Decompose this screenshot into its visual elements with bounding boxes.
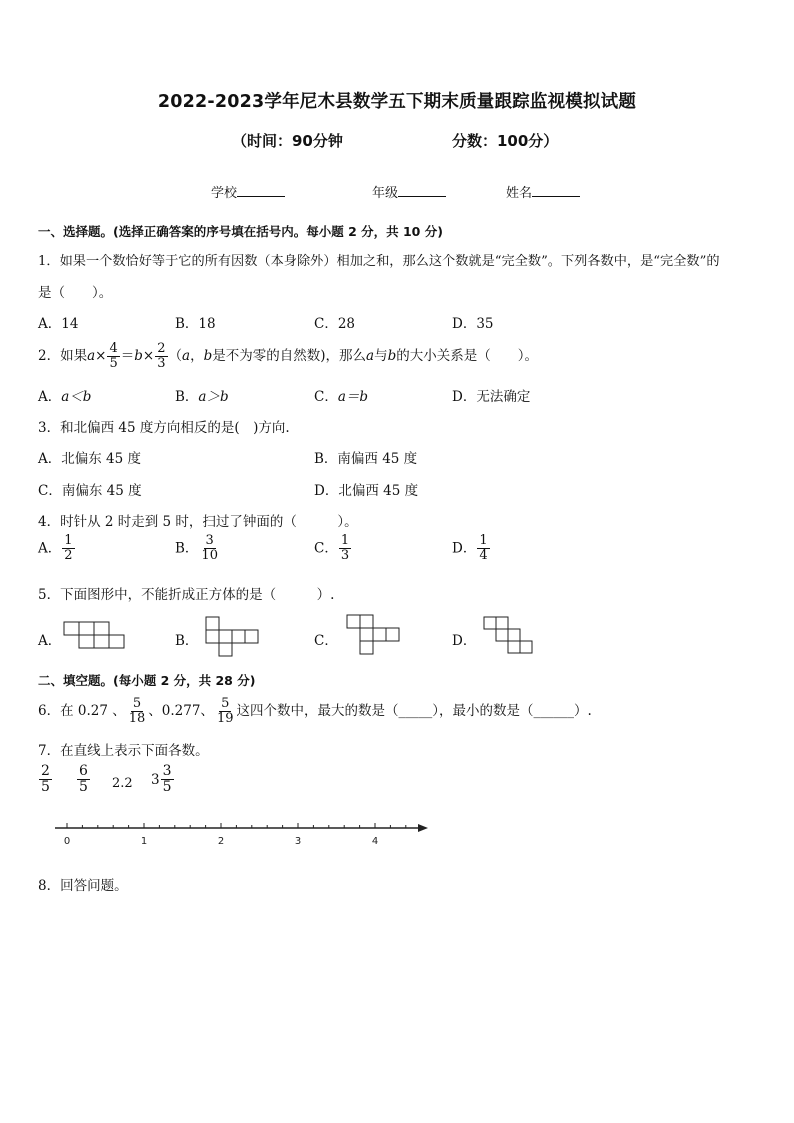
q2-option-c-expr: a＝b: [337, 389, 369, 405]
q2-var-b: b: [134, 348, 143, 364]
section2-heading: 二、填空题。(每小题 2 分，共 28 分): [38, 673, 256, 688]
q2-frac2-num: 2: [157, 340, 166, 356]
q6-frac2-den: 19: [216, 711, 234, 726]
q4-b-den: 10: [201, 548, 218, 564]
q2-var-a: a: [87, 348, 96, 364]
q8-stem: 8．回答问题。: [38, 878, 128, 894]
q2-option-c-label: C．: [314, 389, 338, 405]
q7-n4-whole: 3: [151, 771, 160, 788]
q1-line2: 是（ ）。: [38, 285, 113, 301]
q2-and: 与: [374, 348, 388, 364]
q4-b-num: 3: [205, 533, 214, 548]
q2-eq: ＝: [120, 348, 135, 364]
number-line-label: 4: [371, 836, 379, 847]
q3-stem: 3．和北偏西 45 度方向相反的是( )方向.: [38, 420, 290, 436]
name-label: 姓名: [506, 186, 533, 201]
q1-option-a[interactable]: A．14: [38, 316, 79, 332]
q3-option-d[interactable]: D．北偏西 45 度: [314, 483, 419, 499]
section1-heading: 一、选择题。(选择正确答案的序号填在括号内。每小题 2 分，共 10 分): [38, 224, 443, 239]
q2-frac1-den: 5: [109, 356, 118, 371]
q1-option-b[interactable]: B．18: [175, 316, 216, 332]
q3-option-b[interactable]: B．南偏西 45 度: [314, 451, 418, 467]
q4-d-num: 1: [479, 533, 488, 548]
q6-frac1-den: 18: [128, 711, 146, 726]
q4-a-den: 2: [64, 548, 73, 564]
q7-stem: 7．在直线上表示下面各数。: [38, 743, 209, 759]
q6-frac2-num: 5: [221, 695, 230, 711]
q4-stem: 4．时针从 2 时走到 5 时，扫过了钟面的（ ）。: [38, 514, 358, 530]
q7-n1-den: 5: [41, 779, 50, 796]
q4-c-num: 1: [340, 533, 350, 548]
q2-option-a-expr: a＜b: [61, 389, 92, 405]
q2-var-a2: a: [182, 348, 191, 364]
q3-option-c[interactable]: C．南偏东 45 度: [38, 483, 142, 499]
q2-times2: ×: [142, 348, 155, 364]
q7-n2-num: 6: [79, 763, 88, 779]
number-line-label: 3: [294, 836, 302, 847]
q5-option-b-label[interactable]: B．: [175, 633, 199, 649]
q2-comma: ，: [190, 348, 204, 364]
q4-option-c-label: C．: [314, 540, 338, 557]
q2-times: ×: [95, 348, 107, 364]
q1-option-d[interactable]: D．35: [452, 316, 494, 332]
q7-n1-num: 2: [41, 763, 50, 779]
q5-stem: 5．下面图形中，不能折成正方体的是（ ）.: [38, 587, 335, 603]
page-title: 2022-2023学年尼木县数学五下期末质量跟踪监视模拟试题: [157, 92, 637, 112]
q4-c-den: 3: [340, 548, 350, 564]
number-line-label: 2: [217, 836, 225, 847]
q7-n4-den: 5: [162, 779, 172, 796]
q6-mid: 、0.277、: [148, 703, 214, 719]
number-line-label: 0: [63, 836, 71, 847]
grade-label: 年级: [372, 186, 399, 201]
q5-option-d-label[interactable]: D．: [452, 633, 477, 649]
q2-frac2-den: 3: [157, 356, 166, 371]
q7-n4-num: 3: [162, 763, 172, 779]
q2-prefix: 2．如果: [38, 348, 88, 364]
q4-option-a-label: A．: [38, 540, 62, 557]
q2-var-b3: b: [387, 348, 397, 364]
q2-option-b-label: B．: [175, 389, 199, 405]
q2-option-d[interactable]: D．无法确定: [452, 389, 531, 405]
q6-prefix: 6．在 0.27 、: [38, 703, 126, 719]
q6-frac1-num: 5: [132, 695, 142, 711]
q7-n2-den: 5: [79, 779, 88, 796]
q7-number-3: 2.2: [112, 776, 133, 791]
score-label: 分数：100分）: [452, 132, 559, 150]
q1-option-c[interactable]: C．28: [314, 316, 356, 332]
q2-option-b-expr: a＞b: [198, 389, 229, 405]
number-line-label: 1: [140, 836, 148, 847]
q2-suffix2: 的大小关系是（ ）。: [396, 348, 538, 364]
q4-d-den: 4: [479, 548, 488, 564]
q3-option-a[interactable]: A．北偏东 45 度: [38, 451, 142, 467]
number-line-arrow: [418, 824, 428, 832]
q2-paren: （: [168, 348, 182, 364]
q5-option-c-label[interactable]: C．: [314, 633, 338, 649]
q5-option-a-label[interactable]: A．: [38, 633, 62, 649]
q2-var-a3: a: [366, 348, 375, 364]
q6-suffix[interactable]: 这四个数中，最大的数是（_____），最小的数是（______）.: [236, 703, 592, 719]
time-label: （时间：90分钟: [232, 132, 343, 150]
q2-frac1-num: 4: [109, 340, 118, 356]
q4-a-num: 1: [64, 533, 73, 548]
q1-line1: 1．如果一个数恰好等于它的所有因数（本身除外）相加之和，那么这个数就是“完全数”。下列各数中，是“完全数”的: [38, 254, 720, 269]
q4-option-b-label: B．: [175, 540, 199, 557]
q4-option-d-label: D．: [452, 540, 477, 557]
q2-var-b2: b: [203, 348, 213, 364]
school-label: 学校: [211, 186, 238, 201]
q2-option-a-label: A．: [38, 389, 62, 405]
q2-suffix1: 是不为零的自然数)，那么: [212, 348, 366, 364]
